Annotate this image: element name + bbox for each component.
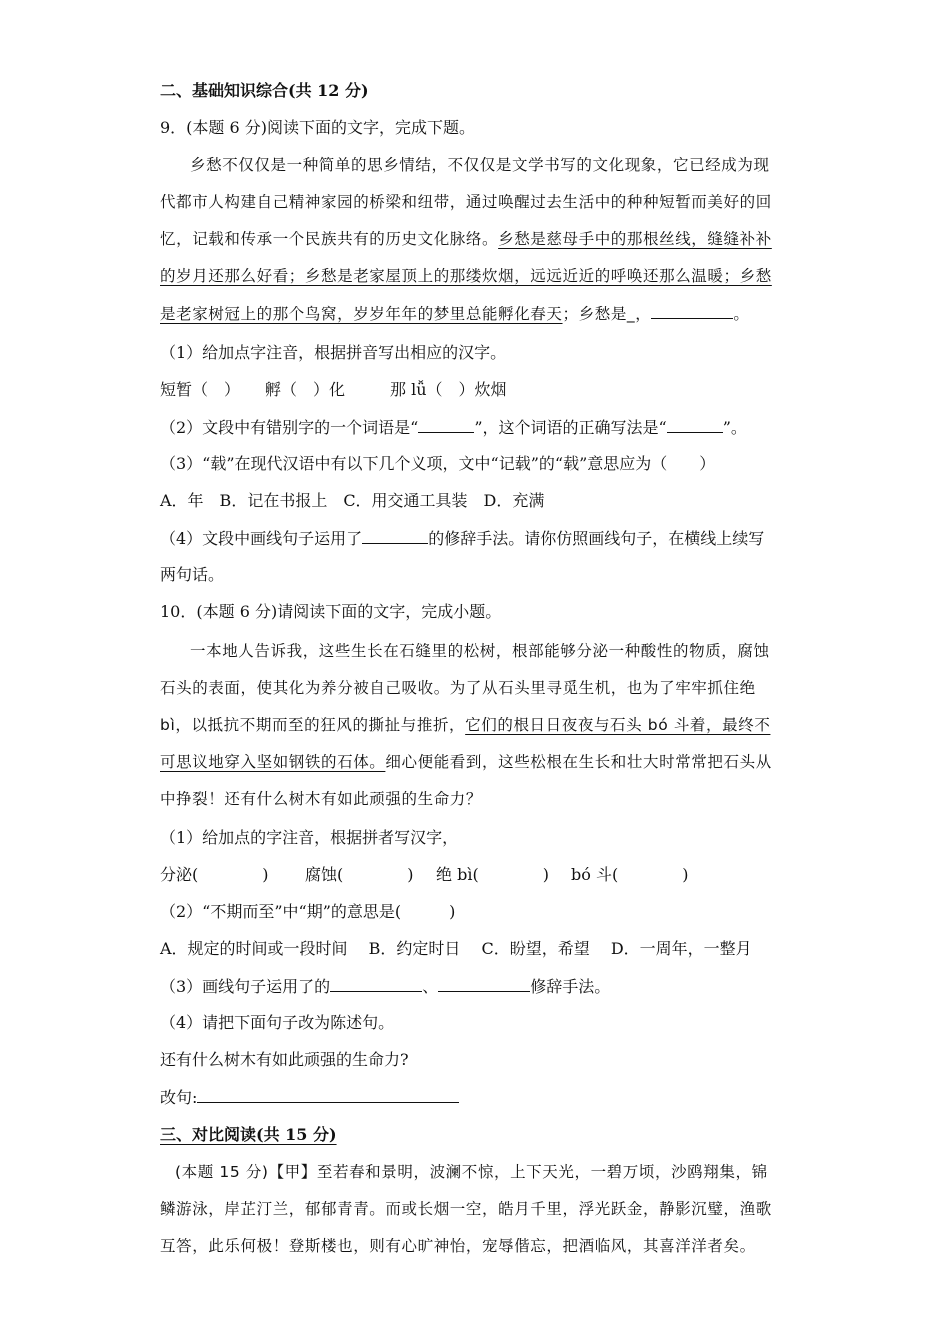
answer-blank[interactable] — [330, 975, 422, 992]
q10-sub4: （4）请把下面句子改为陈述句。 — [160, 1013, 395, 1032]
q10-passage-line-4: 可思议地穿入坚如钢铁的石体。细心便能看到，这些松根在生长和壮大时常常把石头从 — [160, 753, 772, 771]
section3-title: 三、对比阅读(共 15 分) — [160, 1125, 337, 1144]
q10-item-fenmi: 分泌( ) — [160, 865, 269, 884]
q10-rewrite: 改句: — [160, 1086, 459, 1109]
q10-passage-line-2: 石头的表面，使其化为养分被自己吸收。为了从石头里寻觅生机，也为了牢牢抓住绝 — [160, 679, 756, 697]
underlined-sentence: 它们的根日日夜夜与石头 bó 斗着，最终不 — [465, 716, 771, 734]
q9-item-lu: 那 lǚ（ ）炊烟 — [390, 380, 507, 399]
q10-sub2: （2）“不期而至”中“期”的意思是( ) — [160, 902, 456, 921]
q10-sub2-options: A．规定的时间或一段时间 B．约定时日 C．盼望，希望 D．一周年，一整月 — [160, 939, 752, 958]
q10-passage-line-3: bì，以抵抗不期而至的狂风的撕扯与推折，它们的根日日夜夜与石头 bó 斗着，最终不 — [160, 716, 771, 734]
q10-sentence: 还有什么树木有如此顽强的生命力? — [160, 1050, 409, 1069]
answer-blank[interactable] — [362, 527, 428, 544]
q9-sub1: （1）给加点字注音，根据拼音写出相应的汉字。 — [160, 343, 507, 362]
answer-blank[interactable] — [418, 416, 474, 433]
q9-sub2: （2）文段中有错别字的一个词语是“ ”，这个词语的正确写法是“ ”。 — [160, 418, 747, 437]
q10-passage-line-5: 中挣裂！还有什么树木有如此顽强的生命力？ — [160, 790, 483, 808]
q9-item-short: 短暂（ ） — [160, 380, 241, 399]
q9-intro: 9．(本题 6 分)阅读下面的文字，完成下题。 — [160, 118, 476, 137]
q9-passage-line-3: 忆，记载和传承一个民族共有的历史文化脉络。乡愁是慈母手中的那根丝线，缝缝补补 — [160, 230, 772, 248]
section3-passage-line-1: (本题 15 分)【甲】至若春和景明，波澜不惊，上下天光，一碧万顷，沙鸥翔集，锦 — [175, 1163, 768, 1181]
q10-intro: 10．(本题 6 分)请阅读下面的文字，完成小题。 — [160, 602, 502, 621]
q10-item-bodou: bó 斗( ) — [571, 865, 689, 884]
q9-sub4: （4）文段中画线句子运用了 的修辞手法。请你仿照画线句子，在横线上续写 — [160, 529, 765, 548]
q10-sub3: （3）画线句子运用了的 、 修辞手法。 — [160, 977, 611, 996]
underlined-sentence: 可思议地穿入坚如钢铁的石体。 — [160, 753, 386, 771]
answer-blank[interactable] — [651, 302, 733, 319]
q9-item-fu: 孵（ ）化 — [265, 380, 346, 399]
q10-passage-line-1: 一本地人告诉我，这些生长在石缝里的松树，根部能够分泌一种酸性的物质，腐蚀 — [190, 642, 770, 660]
q9-passage-line-2: 代都市人构建自己精神家园的桥梁和纽带，通过唤醒过去生活中的种种短暂而美好的回 — [160, 193, 772, 211]
underlined-sentence: 是老家树冠上的那个鸟窝，岁岁年年的梦里总能孵化春天 — [160, 305, 563, 323]
q9-sub3: （3）“载”在现代汉语中有以下几个义项，文中“记载”的“载”意思应为（ ） — [160, 454, 716, 473]
section3-passage-line-2: 鳞游泳，岸芷汀兰，郁郁青青。而或长烟一空，皓月千里，浮光跃金，静影沉璧，渔歌 — [160, 1200, 772, 1218]
section3-passage-line-3: 互答，此乐何极！登斯楼也，则有心旷神怡，宠辱偕忘，把酒临风，其喜洋洋者矣。 — [160, 1237, 756, 1255]
q9-passage-line-5: 是老家树冠上的那个鸟窝，岁岁年年的梦里总能孵化春天；乡愁是_， 。 — [160, 302, 749, 325]
q10-sub1: （1）给加点的字注音，根据拼者写汉字， — [160, 828, 459, 847]
q10-item-fushi: 腐蚀( ) — [305, 865, 414, 884]
answer-blank[interactable] — [438, 975, 530, 992]
section2-title: 二、基础知识综合(共 12 分) — [160, 81, 369, 100]
q9-sub4-cont: 两句话。 — [160, 565, 225, 584]
q9-passage-line-1: 乡愁不仅仅是一种简单的思乡情结，不仅仅是文学书写的文化现象，它已经成为现 — [190, 156, 770, 174]
q9-passage-line-4: 的岁月还那么好看；乡愁是老家屋顶上的那缕炊烟，远远近近的呼唤还那么温暖；乡愁 — [160, 267, 772, 285]
rewrite-answer-line[interactable] — [197, 1086, 459, 1103]
q10-item-jue: 绝 bì( ) — [436, 865, 549, 884]
q9-sub3-options: A．年 B．记在书报上 C．用交通工具装 D．充满 — [160, 491, 545, 510]
answer-blank[interactable] — [667, 416, 723, 433]
underlined-sentence: 乡愁是慈母手中的那根丝线，缝缝补补 — [498, 230, 772, 248]
